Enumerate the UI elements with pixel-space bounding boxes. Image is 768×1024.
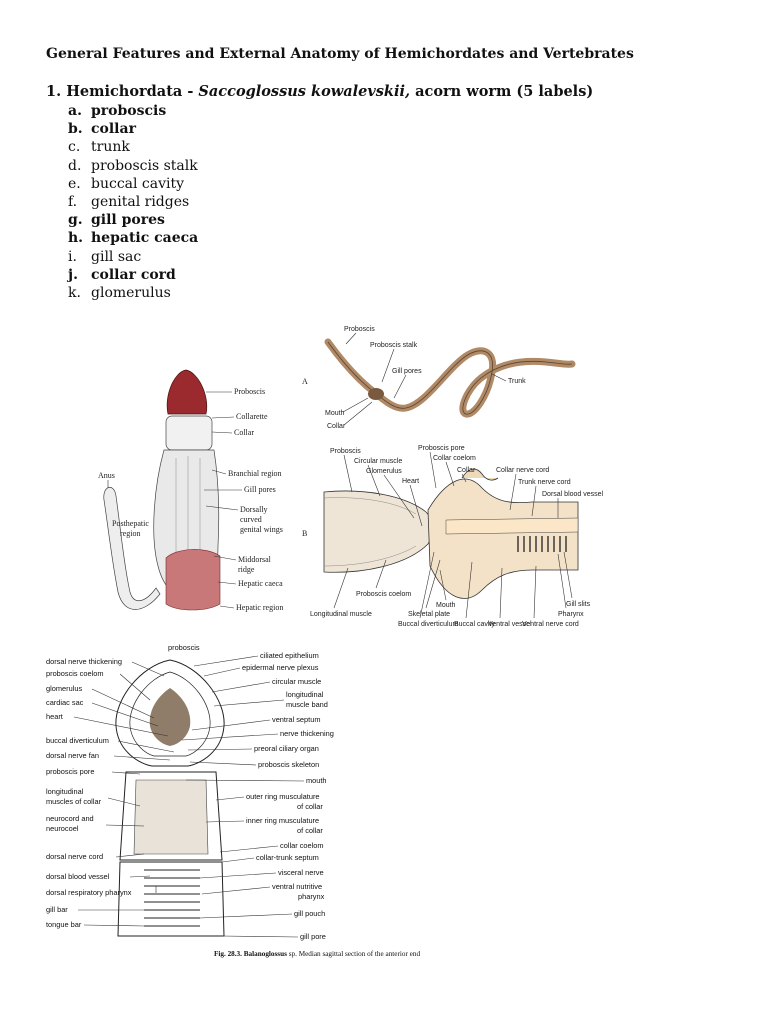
fig-b-label-longitudinal-muscle-1: Longitudinal muscle xyxy=(310,611,372,618)
fig-d-left-label: dorsal respiratory pharynx xyxy=(46,888,132,897)
fig-d-right-label: pharynx xyxy=(298,892,325,901)
list-item: g. gill pores xyxy=(68,212,165,229)
fig-d-left-label: dorsal blood vessel xyxy=(46,872,110,881)
list-item: k. glomerulus xyxy=(68,285,171,302)
section-species: Saccoglossus kowalevskii, xyxy=(198,83,411,100)
fig-d-label-proboscis: proboscis xyxy=(168,643,200,652)
fig-b-label-collar-coelom: Collar coelom xyxy=(433,455,476,462)
figure-d-median-sagittal-section xyxy=(40,640,340,946)
figure-b-sagittal-section xyxy=(296,440,612,642)
fig-d-right-label: collar-trunk septum xyxy=(256,853,319,862)
section-number: 1. xyxy=(46,83,62,100)
fig-d-left-label: proboscis pore xyxy=(46,767,95,776)
fig-c-label-posthepatic: Posthepatic xyxy=(112,519,149,528)
fig-c-label-anus: Anus xyxy=(98,471,115,480)
fig-d-right-label: muscle band xyxy=(286,700,328,709)
fig-d-right-label: epidermal nerve plexus xyxy=(242,663,319,672)
fig-a-label-gill-pores: Gill pores xyxy=(392,368,422,375)
fig-b-label-gill-slits: Gill slits xyxy=(566,601,591,608)
fig-b-label-collar: Collar xyxy=(457,467,476,474)
fig-d-right-label: ventral nutritive xyxy=(272,882,323,891)
fig-c-label-collarette: Collarette xyxy=(236,412,268,421)
fig-d-left-label: neurocord and xyxy=(46,814,94,823)
fig-a-label-collar: Collar xyxy=(327,423,346,430)
fig-c-label-gill-pores: Gill pores xyxy=(244,485,276,494)
fig-d-right-label: proboscis skeleton xyxy=(258,760,320,769)
fig-d-right-label: collar coelom xyxy=(280,841,324,850)
fig-d-left-label: heart xyxy=(46,712,63,721)
label-list xyxy=(68,102,198,302)
collar-shape xyxy=(166,416,212,450)
fig-d-right-label: circular muscle xyxy=(272,677,322,686)
fig-c-label-branchial-region: Branchial region xyxy=(228,469,282,478)
fig-d-left-label: gill bar xyxy=(46,905,68,914)
fig-d-left-label: cardiac sac xyxy=(46,698,84,707)
fig-d-right-label: inner ring musculature xyxy=(246,816,320,825)
fig-c-label-hepatic-caeca: Hepatic caeca xyxy=(238,579,283,588)
fig-b-label-circular-muscle: Circular muscle xyxy=(354,458,403,465)
fig-d-left-label: dorsal nerve cord xyxy=(46,852,104,861)
fig-d-right-label: visceral nerve xyxy=(278,868,324,877)
fig-d-left-label: dorsal nerve fan xyxy=(46,751,99,760)
fig-c-label-region: region xyxy=(120,529,141,538)
fig-d-right-label: gill pore xyxy=(300,932,326,941)
fig-d-right-label: of collar xyxy=(297,802,323,811)
list-item: b. collar xyxy=(68,121,136,138)
list-item: h. hepatic caeca xyxy=(68,230,199,247)
fig-b-label-buccal-diverticulum: Buccal diverticulum xyxy=(398,621,459,628)
fig-b-label-glomerulus: Glomerulus xyxy=(366,468,402,475)
section-heading xyxy=(46,83,593,100)
figure-c-external-view xyxy=(94,366,294,628)
fig-d-left-label: glomerulus xyxy=(46,684,83,693)
fig-d-left-label: tongue bar xyxy=(46,920,82,929)
figure-a-whole-worm xyxy=(296,320,586,435)
fig-a-label-proboscis-stalk: Proboscis stalk xyxy=(370,342,418,349)
fig-c-label-genital-wings: genital wings xyxy=(240,525,283,534)
fig-b-label-skeletal-plate: Skeletal plate xyxy=(408,611,451,618)
fig-b-label-ventral-nerve-cord: Ventral nerve cord xyxy=(522,621,579,628)
fig-d-left-label: longitudinal xyxy=(46,787,84,796)
list-item: e. buccal cavity xyxy=(68,175,185,192)
fig-b-label-proboscis-coelom: Proboscis coelom xyxy=(356,591,412,598)
page-title: General Features and External Anatomy of Hemichordates and Vertebrates xyxy=(46,46,634,62)
fig-c-label-curved: curved xyxy=(240,515,262,524)
panel-label-b: B xyxy=(302,529,308,538)
list-item: a. proboscis xyxy=(68,103,167,119)
fig-d-right-label: ciliated epithelium xyxy=(260,651,319,660)
fig-b-label-dorsal-blood-vessel: Dorsal blood vessel xyxy=(542,491,604,498)
fig-c-label-proboscis: Proboscis xyxy=(234,387,266,396)
fig-b-label-buccal-cavity: Buccal cavity xyxy=(454,621,495,628)
fig-d-right-label: gill pouch xyxy=(294,909,326,918)
fig-d-right-label: nerve thickening xyxy=(280,729,334,738)
pharynx-bars xyxy=(144,870,200,926)
fig-d-right-label: of collar xyxy=(297,826,323,835)
figure-caption: Fig. 28.3. Balanoglossus sp. Median sagittal section of the anterior end xyxy=(214,950,421,958)
section-phylum: Hemichordata - xyxy=(66,83,194,100)
worm-body xyxy=(328,342,572,414)
panel-label-a: A xyxy=(302,377,308,386)
fig-d-left-label: buccal diverticulum xyxy=(46,736,109,745)
fig-b-label-pharynx: Pharynx xyxy=(558,611,584,618)
proboscis-shape xyxy=(167,370,207,414)
fig-a-label-mouth: Mouth xyxy=(325,410,345,417)
trunk-outline xyxy=(118,862,224,936)
fig-d-left-label: neurocoel xyxy=(46,824,79,833)
fig-d-right-label: mouth xyxy=(306,776,327,785)
list-item: f. genital ridges xyxy=(68,194,190,211)
fig-a-label-proboscis: Proboscis xyxy=(344,326,375,333)
worm-collar xyxy=(368,388,384,400)
fig-c-label-ridge: ridge xyxy=(238,565,255,574)
fig-d-left-label: dorsal nerve thickening xyxy=(46,657,123,666)
list-item: j. collar cord xyxy=(68,266,176,283)
fig-c-label-middorsal: Middorsal xyxy=(238,555,271,564)
fig-c-label-collar: Collar xyxy=(234,428,254,437)
fig-b-label-proboscis-pore: Proboscis pore xyxy=(418,445,465,452)
fig-d-right-labels xyxy=(242,651,334,941)
fig-b-label-ventral-vessel: Ventral vessel xyxy=(488,621,532,628)
fig-d-left-labels xyxy=(46,657,132,929)
posthepatic-tail xyxy=(104,487,160,609)
fig-a-label-trunk: Trunk xyxy=(508,378,526,385)
fig-b-label-heart: Heart xyxy=(402,478,420,485)
fig-d-right-label: longitudinal xyxy=(286,690,324,699)
fig-b-label-proboscis: Proboscis xyxy=(330,448,361,455)
fig-c-label-dorsally: Dorsally xyxy=(240,505,268,514)
fig-c-label-hepatic-region: Hepatic region xyxy=(236,603,284,612)
hepatic-caeca xyxy=(166,549,220,610)
section-rest: acorn worm (5 labels) xyxy=(415,83,594,100)
fig-d-right-label: preoral ciliary organ xyxy=(254,744,319,753)
fig-d-right-label: outer ring musculature xyxy=(246,792,320,801)
list-item: c. trunk xyxy=(68,139,130,156)
fig-b-label-collar-nerve-cord: Collar nerve cord xyxy=(496,467,550,474)
fig-d-right-label: ventral septum xyxy=(272,715,321,724)
fig-d-left-label: proboscis coelom xyxy=(46,669,104,678)
fig-b-label-trunk-nerve-cord: Trunk nerve cord xyxy=(518,479,571,486)
fig-d-left-label: muscles of collar xyxy=(46,797,102,806)
fig-b-label-mouth: Mouth xyxy=(436,602,456,609)
list-item: i. gill sac xyxy=(68,248,142,265)
list-item: d. proboscis stalk xyxy=(68,157,198,174)
